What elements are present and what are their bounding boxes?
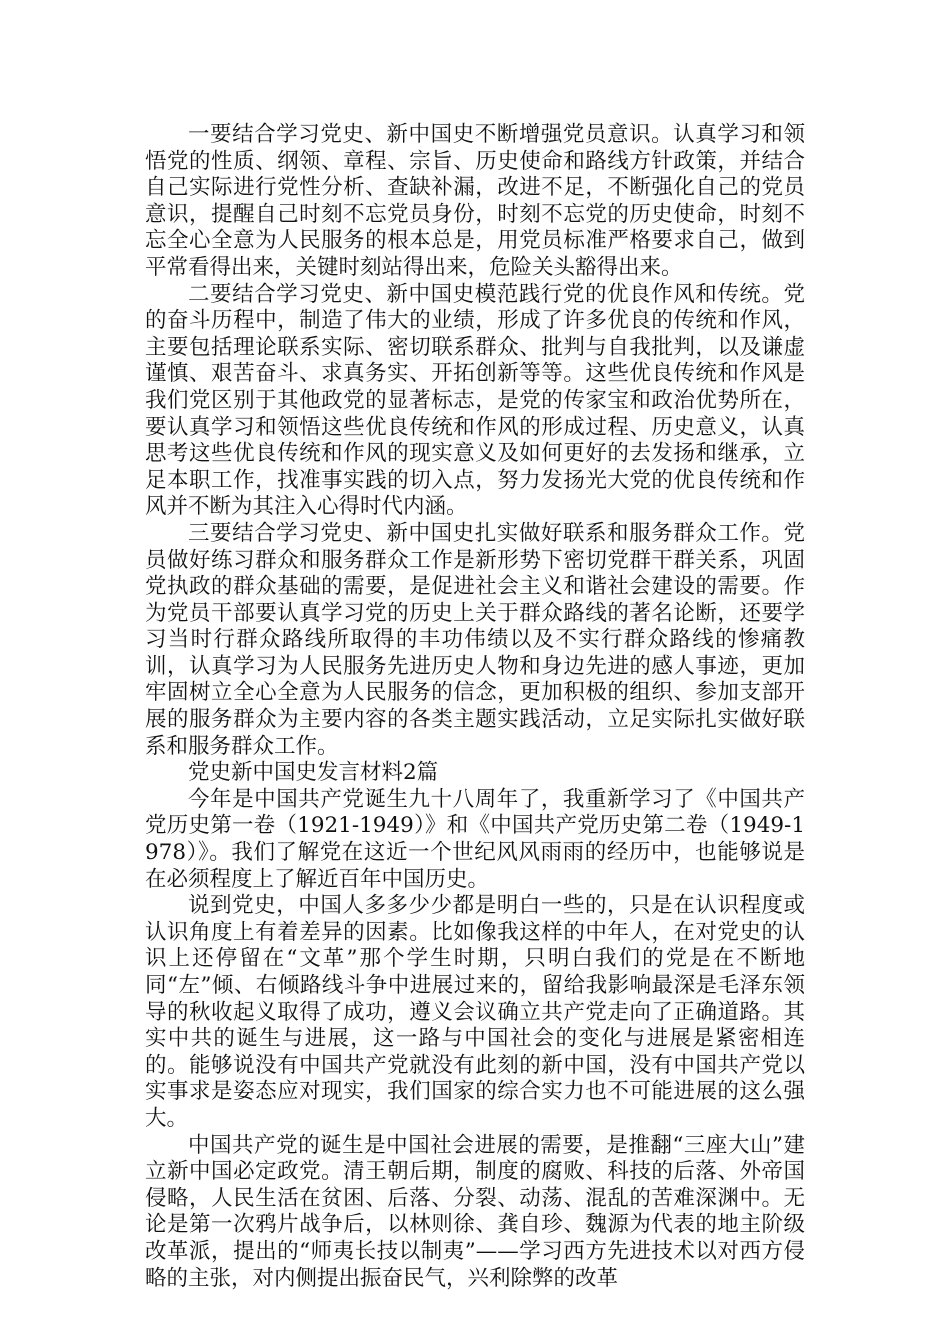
paragraph-3: 三要结合学习党史、新中国史扎实做好联系和服务群众工作。党员做好练习群众和服务群众工作是新形势下密切党群干群关系，巩固党执政的群众基础的需要，是促进社会主义和谐社会建设的需要。作为党员干部要认真学习党的历史上关于群众路线的著名论断，还要学习当时行群众路线所取得的丰功伟绩以及不实行群众路线的惨痛教训，认真学习为人民服务先进历史人物和身边先进的感人事迹，更加牢固树立全心全意为人民服务的信念，更加积极的组织、参加支部开展的服务群众为主要内容的各类主题实践活动，立足实际扎实做好联系和服务群众工作。 bbox=[145, 520, 805, 759]
paragraph-1: 一要结合学习党史、新中国史不断增强党员意识。认真学习和领悟党的性质、纲领、章程、宗旨、历史使命和路线方针政策，并结合自己实际进行党性分析、查缺补漏，改进不足，不断强化自己的党员意识，提醒自己时刻不忘党员身份，时刻不忘党的历史使命，时刻不忘全心全意为人民服务的根本总是，用党员标准严格要求自己，做到平常看得出来，关键时刻站得出来，危险关头豁得出来。 bbox=[145, 122, 805, 280]
paragraph-6: 中国共产党的诞生是中国社会进展的需要，是推翻“三座大山”建立新中国必定政党。清王朝后期，制度的腐败、科技的后落、外帝国侵略，人民生活在贫困、后落、分裂、动荡、混乱的苦难深渊中。无论是第一次鸦片战争后，以林则徐、龚自珍、魏源为代表的地主阶级改革派，提出的“师夷长技以制夷”——学习西方先进技术以对西方侵略的主张，对内侧提出振奋民气，兴利除弊的改革 bbox=[145, 1132, 805, 1291]
paragraph-4: 今年是中国共产党诞生九十八周年了，我重新学习了《中国共产党历史第一卷（1921-1949）》和《中国共产党历史第二卷（1949-1978）》。我们了解党在这近一个世纪风风雨雨的经历中，也能够说是在必须程度上了解近百年中国历史。 bbox=[145, 786, 805, 892]
paragraph-2: 二要结合学习党史、新中国史模范践行党的优良作风和传统。党的奋斗历程中，制造了伟大的业绩，形成了许多优良的传统和作风，主要包括理论联系实际、密切联系群众、批判与自我批判，以及谦虚谨慎、艰苦奋斗、求真务实、开拓创新等等。这些优良传统和作风是我们党区别于其他政党的显著标志，是党的传家宝和政治优势所在，要认真学习和领悟这些优良传统和作风的形成过程、历史意义，认真思考这些优良传统和作风的现实意义及如何更好的去发扬和继承，立足本职工作，找准事实践的切入点，努力发扬光大党的优良传统和作风并不断为其注入心得时代内涵。 bbox=[145, 281, 805, 520]
document-page bbox=[145, 122, 805, 1292]
section-title: 党史新中国史发言材料2篇 bbox=[188, 760, 439, 786]
paragraph-5: 说到党史，中国人多多少少都是明白一些的，只是在认识程度或认识角度上有着差异的因素。比如像我这样的中年人，在对党史的认识上还停留在“文革”那个学生时期，只明白我们的党是在不断地同“左”倾、右倾路线斗争中进展过来的，留给我影响最深是毛泽东领导的秋收起义取得了成功，遵义会议确立共产党走向了正确道路。其实中共的诞生与进展，这一路与中国社会的变化与进展是紧密相连的。能够说没有中国共产党就没有此刻的新中国，没有中国共产党以实事求是姿态应对现实，我们国家的综合实力也不可能进展的这么强大。 bbox=[145, 893, 805, 1131]
